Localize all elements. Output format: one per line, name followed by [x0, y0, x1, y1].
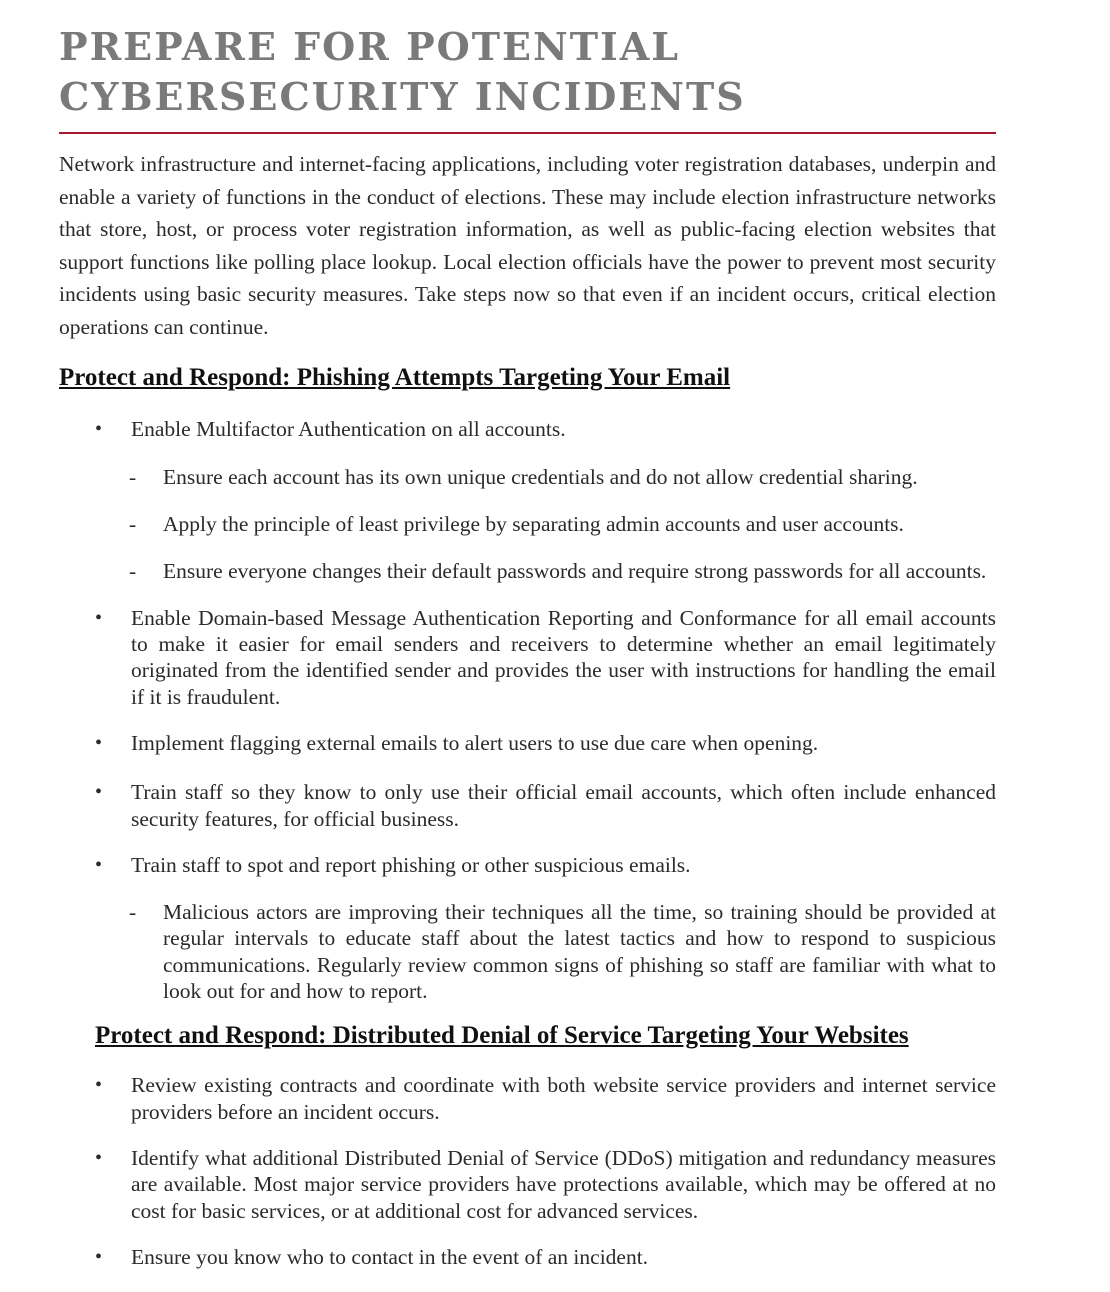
phishing-list [59, 416, 996, 1005]
dash-marker: - [129, 900, 137, 925]
bullet-marker: • [95, 606, 103, 629]
list-item [59, 852, 996, 878]
sub-list-item [59, 899, 996, 1004]
list-item [59, 1072, 996, 1125]
sub-list-item-text: Apply the principle of least privilege by separating admin accounts and user accounts. [163, 512, 904, 537]
list-item [59, 605, 996, 710]
sub-list-item [59, 558, 996, 584]
list-item-text: Identify what additional Distributed Denial of Service (DDoS) mitigation and redundancy measures are available. Most major service providers have protections available, which may be offered at no cost for basic services, or at additional cost for advanced services. [131, 1145, 996, 1223]
list-item [59, 1244, 996, 1270]
intro-paragraph: Network infrastructure and internet-facing applications, including voter registration databases, underpin and enable a variety of functions in the conduct of elections. These may include election infrastructure networks that store, host, or process voter registration information, as well as public-facing election websites that support functions like polling place lookup. Local election officials have the power to prevent most security incidents using basic security measures. Take steps now so that even if an incident occurs, critical election operations can continue. [59, 152, 996, 339]
sub-list-item-text: Ensure everyone changes their default passwords and require strong passwords for all accounts. [163, 559, 987, 584]
bullet-marker: • [95, 731, 103, 754]
title-divider [59, 132, 996, 134]
ddos-list [59, 1072, 996, 1270]
dash-marker: - [129, 464, 137, 489]
dash-marker: - [129, 559, 137, 584]
page-title [59, 22, 996, 132]
list-item-text: Review existing contracts and coordinate with both website service providers and internet service providers before an incident occurs. [131, 1073, 996, 1124]
list-item [59, 416, 996, 442]
list-item-text: Implement flagging external emails to alert users to use due care when opening. [131, 730, 819, 755]
list-item [59, 1145, 996, 1224]
list-item [59, 730, 996, 756]
list-item-text: Train staff so they know to only use their official email accounts, which often include enhanced security features, for official business. [131, 780, 996, 831]
list-item-text: Ensure you know who to contact in the event of an incident. [131, 1244, 649, 1269]
section-heading-phishing: Protect and Respond: Phishing Attempts Targeting Your Email [59, 363, 731, 391]
sub-list-item [59, 464, 996, 490]
sub-list-item [59, 511, 996, 537]
sub-list-item-text: Malicious actors are improving their techniques all the time, so training should be provided at regular intervals to educate staff about the latest tactics and how to respond to suspicious communications. Regularly review common signs of phishing so staff are familiar with what to look out for and how to report. [163, 900, 996, 1004]
bullet-marker: • [95, 781, 103, 804]
list-item [59, 779, 996, 832]
bullet-marker: • [95, 1146, 103, 1169]
document-page [59, 0, 996, 1270]
bullet-marker: • [95, 417, 103, 440]
bullet-marker: • [95, 1074, 103, 1097]
page-title-line-1: PREPARE FOR POTENTIAL [59, 24, 680, 69]
bullet-marker: • [95, 853, 103, 876]
sub-list-item-text: Ensure each account has its own unique credentials and do not allow credential sharing. [163, 464, 918, 489]
list-item-text: Train staff to spot and report phishing or other suspicious emails. [131, 852, 691, 877]
dash-marker: - [129, 512, 137, 537]
list-item-text: Enable Multifactor Authentication on all accounts. [131, 416, 566, 441]
list-item-text: Enable Domain-based Message Authentication Reporting and Conformance for all email accounts to make it easier for email senders and receivers to determine whether an email legitimately originated from the identified sender and provides the user with instructions for handling the email if it is fraudulent. [131, 605, 996, 709]
bullet-marker: • [95, 1245, 103, 1268]
page-title-line-2: CYBERSECURITY INCIDENTS [59, 74, 746, 119]
section-heading-ddos: Protect and Respond: Distributed Denial of Service Targeting Your Websites [95, 1022, 909, 1050]
